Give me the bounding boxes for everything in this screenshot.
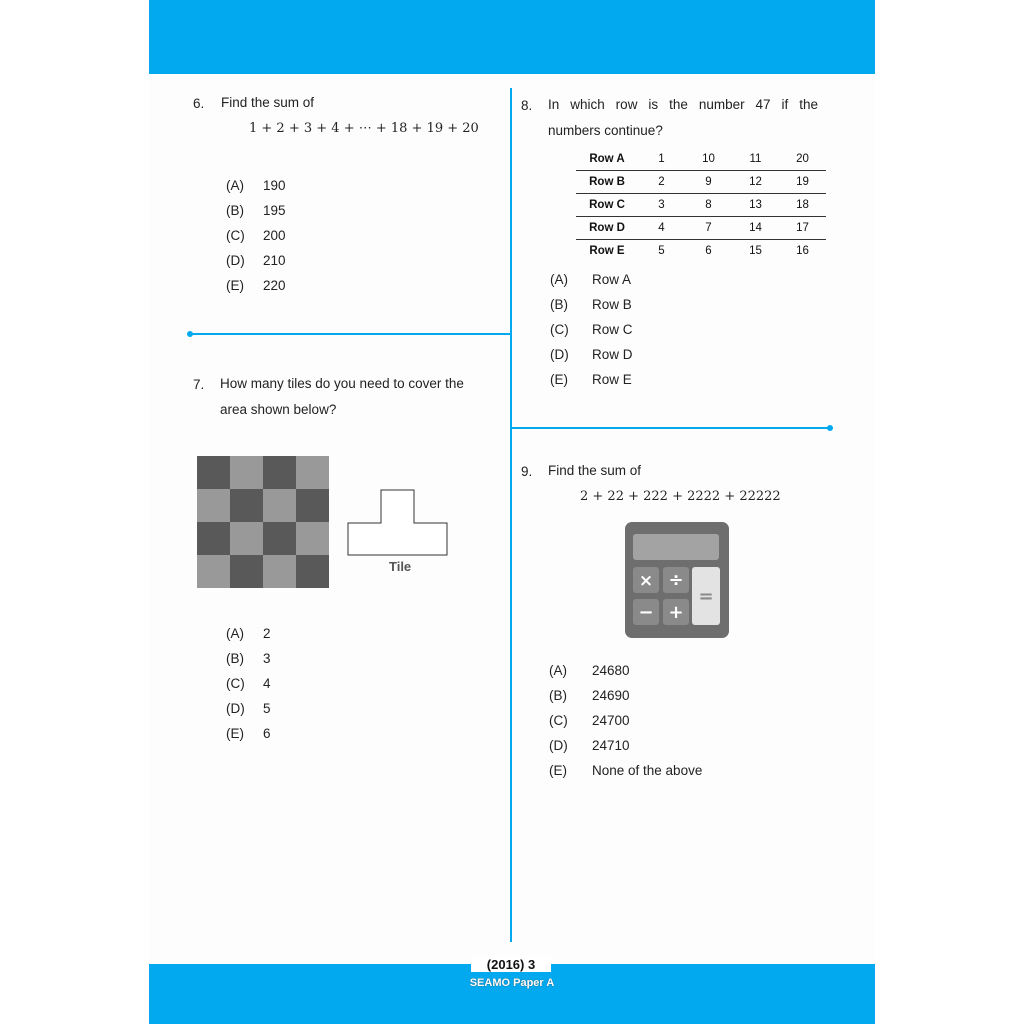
- option-value: 5: [263, 701, 271, 716]
- table-cell: 18: [779, 194, 826, 217]
- table-cell: 14: [732, 217, 779, 240]
- option-value: 24700: [592, 713, 630, 728]
- option-label: (B): [549, 688, 567, 703]
- option-label: (A): [226, 626, 244, 641]
- table-row: [576, 240, 826, 263]
- question-number: 8.: [521, 98, 533, 113]
- table-cell: 7: [685, 217, 732, 240]
- table-cell: 3: [638, 194, 685, 217]
- option-value: 210: [263, 253, 286, 268]
- option-value: 3: [263, 651, 271, 666]
- option-label: (D): [226, 701, 245, 716]
- option-label: (D): [226, 253, 245, 268]
- option-value: 220: [263, 278, 286, 293]
- row-label: Row E: [576, 240, 638, 263]
- checker-square: [263, 456, 296, 489]
- table-cell: 11: [749, 153, 762, 165]
- row-label: Row A: [589, 153, 625, 165]
- option-label: (C): [226, 676, 245, 691]
- question-text-line1: In which row is the number 47 if the: [548, 97, 818, 112]
- number-rows-table: [576, 148, 826, 262]
- option-value: Row C: [592, 322, 633, 337]
- option-value: 24710: [592, 738, 630, 753]
- svg-text:=: =: [698, 586, 714, 607]
- checker-square: [230, 555, 263, 588]
- table-cell: 17: [779, 217, 826, 240]
- exam-page: [149, 0, 875, 1024]
- option-value: 195: [263, 203, 286, 218]
- option-label: (C): [549, 713, 568, 728]
- option-value: None of the above: [592, 763, 703, 778]
- option-label: (D): [550, 347, 569, 362]
- table-cell: 13: [732, 194, 779, 217]
- footer-band: [149, 964, 875, 1024]
- row-label: Row C: [576, 194, 638, 217]
- table-cell: 4: [638, 217, 685, 240]
- checker-square: [296, 555, 329, 588]
- option-value: Row D: [592, 347, 633, 362]
- checkerboard-area: [197, 456, 329, 588]
- option-label: (B): [226, 203, 244, 218]
- table-cell: 19: [779, 171, 826, 194]
- option-label: (D): [549, 738, 568, 753]
- checker-square: [197, 522, 230, 555]
- header-band: [149, 0, 875, 74]
- option-label: (E): [549, 763, 567, 778]
- question-text-line1: How many tiles do you need to cover the: [220, 376, 464, 391]
- option-value: 4: [263, 676, 271, 691]
- t-tile-shape: [347, 489, 449, 557]
- svg-text:÷: ÷: [668, 570, 684, 591]
- tile-label: Tile: [389, 559, 412, 574]
- question-text: Find the sum of: [221, 95, 315, 110]
- checker-square: [230, 456, 263, 489]
- option-label: (E): [226, 726, 244, 741]
- question-number: 7.: [193, 377, 205, 392]
- table-row: [576, 217, 826, 240]
- section-divider-left: [189, 333, 510, 335]
- sum-expression: 1 + 2 + 3 + 4 + ⋯ + 18 + 19 + 20: [249, 121, 479, 136]
- checker-square: [197, 555, 230, 588]
- option-label: (A): [226, 178, 244, 193]
- checker-square: [296, 456, 329, 489]
- table-cell: 8: [685, 194, 732, 217]
- checker-square: [197, 456, 230, 489]
- svg-text:+: +: [668, 602, 684, 623]
- option-label: (C): [226, 228, 245, 243]
- question-number: 6.: [193, 96, 205, 111]
- calculator-icon: [625, 522, 729, 638]
- row-label: Row D: [576, 217, 638, 240]
- svg-text:−: −: [638, 602, 654, 623]
- option-value: Row E: [592, 372, 632, 387]
- sum-expression: 2 + 22 + 222 + 2222 + 22222: [580, 489, 781, 504]
- option-value: 200: [263, 228, 286, 243]
- table-cell: 12: [732, 171, 779, 194]
- table-row: [576, 194, 826, 217]
- table-cell: 6: [685, 240, 732, 263]
- page-number: (2016) 3: [471, 956, 551, 972]
- section-divider-right: [511, 427, 831, 429]
- option-label: (E): [550, 372, 568, 387]
- column-divider: [510, 88, 512, 942]
- table-row: [576, 148, 826, 171]
- option-value: 24680: [592, 663, 630, 678]
- question-text-line2: numbers continue?: [548, 123, 663, 138]
- checker-square: [230, 522, 263, 555]
- option-label: (C): [550, 322, 569, 337]
- option-label: (E): [226, 278, 244, 293]
- svg-text:×: ×: [638, 571, 654, 591]
- question-text: Find the sum of: [548, 463, 642, 478]
- checker-square: [197, 489, 230, 522]
- option-value: Row A: [592, 272, 632, 287]
- row-label: Row B: [576, 171, 638, 194]
- option-value: 2: [263, 626, 271, 641]
- option-value: 190: [263, 178, 286, 193]
- table-cell: 20: [796, 153, 809, 165]
- option-value: Row B: [592, 297, 632, 312]
- table-cell: 10: [702, 153, 715, 165]
- checker-square: [263, 522, 296, 555]
- question-number: 9.: [521, 464, 533, 479]
- checker-square: [263, 555, 296, 588]
- option-label: (B): [550, 297, 568, 312]
- question-text-line2: area shown below?: [220, 402, 337, 417]
- checker-square: [263, 489, 296, 522]
- checker-square: [230, 489, 263, 522]
- table-cell: 16: [779, 240, 826, 263]
- option-label: (A): [549, 663, 567, 678]
- option-value: 24690: [592, 688, 630, 703]
- table-cell: 15: [732, 240, 779, 263]
- table-cell: 9: [685, 171, 732, 194]
- option-label: (B): [226, 651, 244, 666]
- table-cell: 1: [658, 153, 665, 165]
- checker-square: [296, 522, 329, 555]
- checker-square: [296, 489, 329, 522]
- option-value: 6: [263, 726, 271, 741]
- paper-name: SEAMO Paper A: [469, 977, 555, 989]
- table-cell: 2: [638, 171, 685, 194]
- option-label: (A): [550, 272, 568, 287]
- table-cell: 5: [638, 240, 685, 263]
- table-row: [576, 171, 826, 194]
